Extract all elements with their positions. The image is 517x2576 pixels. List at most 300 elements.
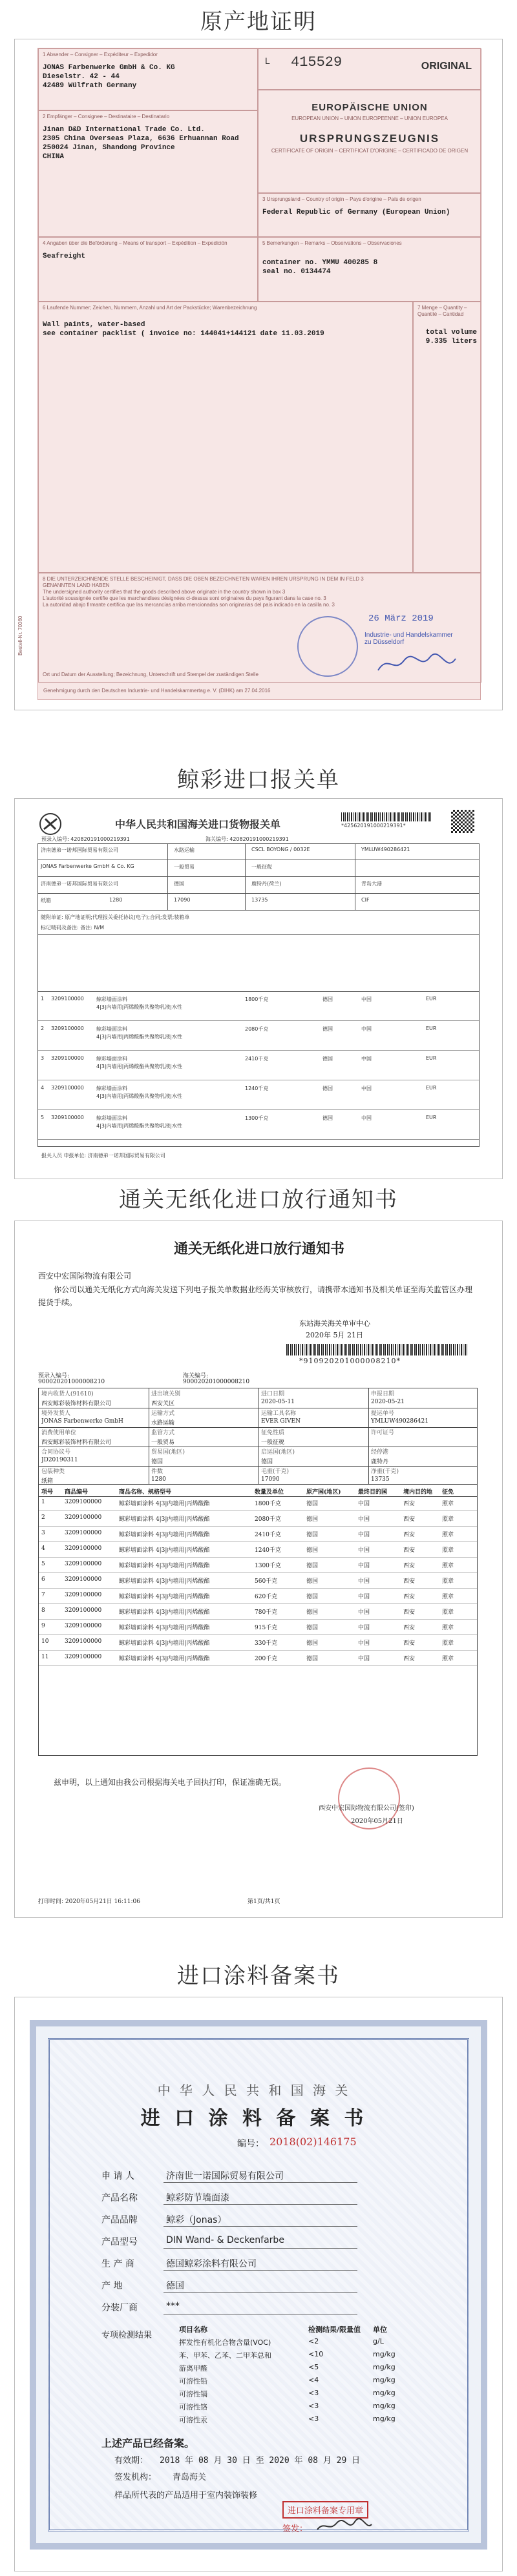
certificate-of-origin: [17, 48, 481, 700]
signature-icon: [375, 651, 459, 677]
filing-field-label: 产品型号: [101, 2237, 138, 2247]
notice-table-cell: 鲸彩墙面涂料 4|3|内墙用|丙烯酸酯: [119, 1640, 210, 1647]
filing-test-cell: 苯、甲苯、乙苯、二甲苯总和: [179, 2351, 271, 2360]
remarks-value: container no. YMMU 400285 8 seal no. 0134474: [262, 259, 378, 276]
coo-footer: Genehmigung durch den Deutschen Industrie- und Handelskammertag e. V. (DIHK) am 27.04.2016: [43, 688, 271, 694]
section-title-filing: 进口涂料备案书: [177, 1963, 340, 1989]
decl-item-qty: 2410千克: [245, 1056, 269, 1062]
declaration-items: [37, 992, 480, 1147]
filing-field-value: DIN Wand- & Deckenfarbe: [166, 2235, 284, 2245]
filing-field-underline: [164, 2182, 357, 2183]
notice-table-cell: 西安: [403, 1532, 416, 1538]
remarks-box: [258, 237, 481, 302]
filing-title-1: 中 华 人 民 共 和 国 海 关: [157, 2083, 351, 2098]
notice-table-cell: 3209100000: [65, 1607, 102, 1614]
filing-field-label: 产品名称: [101, 2193, 138, 2203]
filing-test-cell: g/L: [373, 2337, 384, 2345]
declaration-title: 中华人民共和国海关进口货物报关单: [115, 818, 281, 830]
eu-header-box: [258, 90, 481, 193]
notice-table-cell: 中国: [358, 1609, 370, 1616]
origin-country-box: [258, 193, 481, 237]
decl-item-origin: 德国: [322, 996, 333, 1002]
notice-cell-label: 境外发货人: [41, 1410, 71, 1417]
filing-field-value: 济南世一诺国际贸易有限公司: [166, 2171, 284, 2181]
notice-table-row-line: [39, 1510, 477, 1511]
quantity-box: [413, 302, 481, 573]
notice-table-cell: 德国: [306, 1594, 319, 1600]
notice-table-cell: 西安: [403, 1609, 416, 1616]
decl-item-name: 鲸彩墙面涂料: [96, 1026, 127, 1032]
decl-item-dest: 中国: [361, 1115, 372, 1121]
notice-table-cell: 915千克: [255, 1625, 278, 1631]
notice-cell-value: 1280: [151, 1476, 166, 1483]
decl-item-spec: 4|3|内墙用|丙烯酸酯共聚物乳液|水性: [96, 1093, 182, 1099]
notice-table-cell: 鲸彩墙面涂料 4|3|内墙用|丙烯酸酯: [119, 1501, 210, 1507]
notice-table-cell: 鲸彩墙面涂料 4|3|内墙用|丙烯酸酯: [119, 1578, 210, 1585]
notice-table-cell: 中国: [358, 1501, 370, 1507]
decl-marks: 标记唛码及备注: 备注: N/M: [41, 925, 105, 931]
notice-table-cell: 鲸彩墙面涂料 4|3|内墙用|丙烯酸酯: [119, 1532, 210, 1538]
notice-table-cell: 中国: [358, 1563, 370, 1569]
decl-supplier: JONAS Farbenwerke GmbH & Co. KG: [41, 863, 134, 869]
decl-vessel: CSCL BOYONG / 0032E: [251, 847, 310, 852]
filing-test-cell: <3: [308, 2402, 319, 2410]
filing-test-cell: 可溶性镉: [179, 2390, 207, 2398]
notice-table-header-line: [39, 1496, 477, 1497]
filing-field-value: 鲸彩（Jonas）: [166, 2215, 227, 2225]
decl-docs: 随附单证: 原产地证明;代理报关委托协议(电子);合同;发票;装箱单: [41, 914, 190, 920]
notice-barcode-text: *910920201000008210*: [299, 1357, 401, 1365]
notice-table-cell: 3209100000: [65, 1638, 102, 1645]
filing-test-cell: 可溶性铬: [179, 2403, 207, 2411]
notice-addressee: 西安中宏国际物流有限公司: [38, 1272, 132, 1281]
filing-no-value: 2018(02)146175: [269, 2136, 357, 2148]
notice-table-cell: 西安: [403, 1640, 416, 1647]
notice-cell-value: 西安鲸彩装饰材料有限公司: [41, 1401, 112, 1407]
decl-owner: 济南德弟一诺邦国际贸易有限公司: [41, 881, 118, 887]
filing-issuer: 青岛海关: [173, 2473, 207, 2482]
section-title-origin: 原产地证明: [200, 9, 317, 35]
decl-trade-mode: 一般贸易: [174, 864, 195, 870]
notice-cell-value: 德国: [151, 1459, 164, 1465]
transport-value: Seafreight: [43, 252, 86, 260]
decl-gross: 17090: [174, 897, 191, 903]
decl-item-spec: 4|3|内墙用|丙烯酸酯共聚物乳液|水性: [96, 1004, 182, 1010]
notice-table-cell: 3209100000: [65, 1514, 102, 1521]
notice-table-row-line: [39, 1634, 477, 1635]
decl-item-name: 鲸彩墙面涂料: [96, 1056, 127, 1062]
decl-item-price: EUR: [426, 1055, 437, 1061]
notice-cell-value: 纸箱: [41, 1478, 54, 1485]
notice-table-cell: 西安: [403, 1578, 416, 1585]
notice-goods-table: [38, 1485, 478, 1756]
notice-cell-label: 经停港: [371, 1449, 389, 1456]
notice-cell-label: 贸易国(地区): [151, 1449, 185, 1456]
decl-item-code: 3209100000: [51, 1025, 84, 1031]
notice-table-cell: 3209100000: [65, 1654, 102, 1660]
notice-table-cell: 1800千克: [255, 1501, 281, 1507]
filing-valid-label: 有效期：: [114, 2456, 149, 2466]
notice-cell-value: 13735: [371, 1476, 390, 1483]
filing-test-cell: 可溶性汞: [179, 2416, 207, 2424]
decl-destination: 青岛大港: [361, 881, 382, 887]
notice-table-cell: 5: [41, 1561, 45, 1567]
notice-table-cell: 中国: [358, 1516, 370, 1523]
origin-country-label: 3 Ursprungsland – Country of origin – Pays d'origine – País de origen: [262, 196, 421, 202]
decl-item-origin: 德国: [322, 1026, 333, 1032]
notice-table-cell: 照章: [442, 1532, 454, 1538]
filing-test-cell: mg/kg: [373, 2363, 396, 2371]
consignee-value: Jinan D&D International Trade Co. Ltd. 2305 China Overseas Plaza, 6636 Erhuannan Road 250024 Jinan, Shandong Province CHINA: [43, 126, 239, 161]
filing-test-cell: <10: [308, 2350, 324, 2358]
decl-item-price: EUR: [426, 1085, 437, 1091]
notice-cell-value: 2020-05-11: [261, 1399, 295, 1405]
filing-field-underline: [164, 2226, 357, 2227]
filing-title-2: 进 口 涂 料 备 案 书: [140, 2107, 368, 2130]
notice-cell-value: 鹿特丹: [371, 1459, 389, 1465]
notice-cell-label: 合同协议号: [41, 1449, 71, 1456]
notice-table-cell: 6: [41, 1576, 45, 1583]
decl-receiver: 济南德弟一诺邦国际贸易有限公司: [41, 847, 118, 853]
filing-valid: 2018 年 08 月 30 日 至 2020 年 08 月 29 日: [160, 2456, 361, 2466]
notice-cell-label: 消费使用单位: [41, 1430, 77, 1436]
quantity-label: 7 Menge – Quantity – Quantité – Cantidad: [417, 305, 467, 317]
filing-field-label: 产 地: [101, 2281, 123, 2291]
notice-table-cell: 560千克: [255, 1578, 278, 1585]
notice-cell-value: 一般征税: [261, 1439, 285, 1446]
decl-item-origin: 德国: [322, 1056, 333, 1062]
decl-item-divider: [38, 1139, 479, 1140]
notice-table-cell: 中国: [358, 1640, 370, 1647]
notice-table-cell: 2410千克: [255, 1532, 281, 1538]
decl-item-name: 鲸彩墙面涂料: [96, 996, 127, 1002]
notice-table-cell: 2: [41, 1514, 45, 1521]
notice-table-cell: 9: [41, 1623, 45, 1629]
notice-table-cell: 照章: [442, 1563, 454, 1569]
notice-table-cell: 德国: [306, 1578, 319, 1585]
decl-item-no: 5: [41, 1115, 45, 1120]
notice-table-cell: 德国: [306, 1532, 319, 1538]
notice-table-row-line: [39, 1665, 477, 1666]
notice-table-cell: 德国: [306, 1656, 319, 1662]
notice-table-cell: 620千克: [255, 1594, 278, 1600]
notice-table-cell: 7: [41, 1592, 45, 1598]
decl-item-price: EUR: [426, 1025, 437, 1031]
notice-table-cell: 鲸彩墙面涂料 4|3|内墙用|丙烯酸酯: [119, 1625, 210, 1631]
notice-customs-no: 900020201000008210: [183, 1379, 250, 1385]
serial-box: [258, 48, 481, 90]
notice-table-cell: 11: [41, 1654, 49, 1660]
notice-table-cell: 中国: [358, 1625, 370, 1631]
filing-test-header: 项目名称: [179, 2325, 207, 2334]
notice-cell-value: 水路运输: [151, 1420, 175, 1427]
goods-box: [38, 302, 413, 573]
filing-test-cell: <3: [308, 2415, 319, 2423]
declaration-header-grid: [37, 843, 480, 992]
declaration-customs-no: 海关编号: 420820191000219391: [206, 836, 289, 842]
notice-cell-label: 启运国(地区): [261, 1449, 295, 1456]
eu-subtitle: EUROPEAN UNION – UNION EUROPEENNE – UNION EUROPEA: [291, 116, 448, 121]
notice-cell-value: 一般贸易: [151, 1439, 175, 1446]
filing-signature-icon: [315, 2518, 373, 2535]
chamber-stamp: [297, 616, 358, 677]
notice-table-cell: 照章: [442, 1656, 454, 1662]
decl-item-spec: 4|3|内墙用|丙烯酸酯共聚物乳液|水性: [96, 1034, 182, 1040]
decl-item-qty: 1300千克: [245, 1115, 269, 1121]
filing-test-cell: mg/kg: [373, 2415, 396, 2423]
notice-cell-value: JONAS Farbenwerke GmbH: [41, 1418, 123, 1425]
notice-table-row-line: [39, 1588, 477, 1589]
notice-cell-value: 17090: [261, 1476, 280, 1483]
customs-declaration: [37, 818, 480, 1162]
notice-table-cell: 中国: [358, 1547, 370, 1554]
decl-item-dest: 中国: [361, 1026, 372, 1032]
filing-stamp: 进口涂料备案专用章: [282, 2501, 368, 2519]
notice-table-row-line: [39, 1557, 477, 1558]
filing-test-cell: 挥发性有机化合物含量(VOC): [179, 2338, 271, 2347]
filing-test-cell: mg/kg: [373, 2350, 396, 2358]
notice-table-cell: 3: [41, 1530, 45, 1536]
notice-table-cell: 西安: [403, 1594, 416, 1600]
notice-table-cell: 3209100000: [65, 1545, 102, 1552]
notice-table-cell: 2080千克: [255, 1516, 281, 1523]
notice-print-time: 打印时间: 2020年05月21日 16:11:06: [38, 1899, 140, 1905]
decl-pieces: 1280: [109, 897, 123, 903]
notice-cell-label: 提运单号: [371, 1410, 395, 1417]
notice-cell-label: 件数: [151, 1468, 164, 1475]
notice-header-grid: [38, 1388, 478, 1485]
decl-item-price: EUR: [426, 1115, 437, 1120]
consignor-box: [38, 48, 258, 110]
decl-bill-of-lading: YMLUW490286421: [361, 847, 410, 852]
filing-test-cell: 游离甲醛: [179, 2364, 207, 2373]
notice-table-cell: 3209100000: [65, 1576, 102, 1583]
notice-table-cell: 照章: [442, 1516, 454, 1523]
notice-table-header: 原产国(地区): [306, 1489, 341, 1496]
decl-item-spec: 4|3|内墙用|丙烯酸酯共聚物乳液|水性: [96, 1123, 182, 1129]
notice-cell-label: 进出境关别: [151, 1391, 181, 1397]
decl-item-origin: 德国: [322, 1115, 333, 1121]
filing-test-cell: <3: [308, 2389, 319, 2397]
certificate-subtitle: CERTIFICATE OF ORIGIN – CERTIFICAT D'ORIGINE – CERTIFICADO DE ORIGEN: [271, 148, 469, 154]
filing-test-header: 单位: [373, 2325, 387, 2334]
filing-field-value: ***: [166, 2301, 180, 2311]
filing-scope: 样品所代表的产品适用于室内装饰装修: [114, 2491, 258, 2500]
filing-sign-label: 签发：: [282, 2524, 308, 2534]
decl-item-divider: [38, 1050, 479, 1051]
filing-field-value: 德国鲸彩涂料有限公司: [166, 2259, 257, 2269]
decl-item-no: 1: [41, 996, 45, 1002]
filing-field-value: 鲸彩防节墙面漆: [166, 2193, 229, 2203]
notice-title: 通关无纸化进口放行通知书: [173, 1241, 344, 1257]
filing-test-cell: <5: [308, 2363, 319, 2371]
decl-item-code: 3209100000: [51, 1055, 84, 1061]
notice-table-cell: 4: [41, 1545, 45, 1552]
declaration-barcode: [341, 812, 432, 821]
decl-net: 13735: [251, 897, 268, 903]
notice-table-cell: 德国: [306, 1516, 319, 1523]
decl-declarant: 报关人员 申报单位: 济南德弟一诺邦国际贸易有限公司: [41, 1153, 165, 1159]
notice-table-cell: 西安: [403, 1625, 416, 1631]
remarks-label: 5 Bemerkungen – Remarks – Observations – Observaciones: [262, 240, 402, 246]
filing-test-cell: 可溶性铅: [179, 2377, 207, 2385]
filing-test-cell: mg/kg: [373, 2402, 396, 2410]
consignee-label: 2 Empfänger – Consignee – Destinataire – Destinatario: [43, 114, 170, 119]
notice-cell-label: 净重(千克): [371, 1468, 399, 1475]
notice-table-cell: 照章: [442, 1640, 454, 1647]
certificate-title: URSPRUNGSZEUGNIS: [299, 132, 440, 145]
filing-approved: 上述产品已经备案。: [101, 2437, 195, 2449]
consignor-label: 1 Absender – Consigner – Expéditeur – Expedidor: [43, 52, 158, 57]
notice-table-cell: 照章: [442, 1625, 454, 1631]
notice-table-cell: 鲸彩墙面涂料 4|3|内墙用|丙烯酸酯: [119, 1563, 210, 1569]
notice-table-cell: 西安: [403, 1656, 416, 1662]
notice-table-cell: 德国: [306, 1547, 319, 1554]
notice-table-row-line: [39, 1526, 477, 1527]
total-volume: total volume 9.335 liters: [425, 329, 477, 345]
consignee-box: [38, 110, 258, 237]
notice-barcode: [286, 1344, 467, 1355]
notice-cell-label: 申报日期: [371, 1391, 395, 1397]
notice-table-row-line: [39, 1603, 477, 1604]
notice-customs-no-label: 海关编号:: [183, 1373, 209, 1379]
filing-test-cell: <2: [308, 2337, 319, 2345]
decl-item-origin: 德国: [322, 1086, 333, 1091]
notice-sign-date: 2020年05月21日: [351, 1818, 403, 1825]
issuance-label: Ort und Datum der Ausstellung; Bezeichnung, Unterschrift und Stempel der zuständigen Stelle: [43, 672, 258, 677]
filing-test-header: 检测结果/限量值: [308, 2325, 361, 2334]
decl-item-price: EUR: [426, 996, 437, 1002]
notice-table-header: 征免: [442, 1489, 454, 1496]
notice-table-cell: 照章: [442, 1578, 454, 1585]
decl-item-no: 4: [41, 1085, 45, 1091]
decl-terms: CIF: [361, 897, 370, 903]
certification-text: 8 DIE UNTERZEICHNENDE STELLE BESCHEINIGT, DASS DIE OBEN BEZEICHNETEN WAREN IHREN URSPRUNG IN DEM IN FELD 3 GENANNTEN LAND HABEN The undersigned authority certifies that the goods described above originate in the country shown in box 3 L'autorité soussignée certifie que les marchandises désignées ci-dessus sont originaires du pays figurant dans la case no. 3 La autoridad abajo firmante certifica que las mercancías arriba mencionadas son originarias del país indicado en la casilla no. 3: [43, 576, 364, 608]
decl-item-name: 鲸彩墙面涂料: [96, 1086, 127, 1091]
notice-body: 你公司以通关无纸化方式向海关发送下列电子报关单数据业经海关审核放行，请携带本通知书及相关单证至海关监管区办理提货手续。: [38, 1285, 473, 1307]
declaration-barcode-text: *425620191000219391*: [341, 823, 406, 829]
notice-table-row-line: [39, 1541, 477, 1542]
notice-table-cell: 200千克: [255, 1656, 278, 1662]
notice-table-header: 商品名称、规格型号: [119, 1489, 172, 1496]
filing-no-label: 编号：: [237, 2139, 264, 2149]
filing-test-cell: mg/kg: [373, 2376, 396, 2384]
filing-field-label: 申 请 人: [101, 2171, 134, 2181]
notice-table-header: 境内目的地: [403, 1489, 433, 1496]
notice-table-cell: 330千克: [255, 1640, 278, 1647]
consignor-value: JONAS Farbenwerke GmbH & Co. KG Dieselstr. 42 - 44 42489 Wülfrath Germany: [43, 64, 175, 90]
origin-country-value: Federal Republic of Germany (European Union): [262, 209, 450, 216]
declaration-pre-no: 预录入编号: 420820191000219391: [41, 836, 130, 842]
filing-field-underline: [164, 2204, 357, 2205]
notice-table-cell: 德国: [306, 1625, 319, 1631]
filing-issuer-label: 签发机构：: [114, 2473, 157, 2482]
goods-label: 6 Laufende Nummer; Zeichen, Nummern, Anzahl und Art der Packstücke; Warenbezeichnung: [43, 305, 257, 311]
decl-item-name: 鲸彩墙面涂料: [96, 1115, 127, 1121]
notice-cell-label: 毛重(千克): [261, 1468, 290, 1475]
notice-cell-label: 征免性质: [261, 1430, 285, 1436]
decl-duty: 一般征税: [251, 864, 272, 870]
notice-cell-value: 德国: [261, 1459, 273, 1465]
notice-table-cell: 鲸彩墙面涂料 4|3|内墙用|丙烯酸酯: [119, 1656, 210, 1662]
stamp-date: 26 März 2019: [368, 613, 434, 624]
decl-item-no: 2: [41, 1025, 45, 1031]
notice-table-cell: 德国: [306, 1609, 319, 1616]
notice-cell-value: 西安鲸彩装饰材料有限公司: [41, 1439, 112, 1446]
filing-field-underline: [164, 2248, 357, 2249]
notice-cell-label: 许可证号: [371, 1430, 395, 1436]
notice-table-cell: 1300千克: [255, 1563, 281, 1569]
notice-cell-label: 监管方式: [151, 1430, 175, 1436]
filing-field-underline: [164, 2292, 357, 2293]
decl-country-from: 德国: [174, 881, 184, 887]
decl-port: 鹿特丹(荷兰): [251, 881, 282, 887]
decl-item-code: 3209100000: [51, 1115, 84, 1120]
customs-emblem-icon: [37, 811, 63, 837]
decl-item-dest: 中国: [361, 1086, 372, 1091]
notice-table-header: 项号: [41, 1489, 54, 1496]
section-title-declaration: 鲸彩进口报关单: [177, 767, 340, 793]
notice-table-cell: 3209100000: [65, 1499, 102, 1505]
notice-date: 2020年 5月 21日: [306, 1331, 363, 1339]
notice-table-cell: 照章: [442, 1609, 454, 1616]
certification-box: [38, 573, 481, 683]
notice-cell-label: 进口日期: [261, 1391, 285, 1397]
transport-label: 4 Angaben über die Beförderung – Means of transport – Expédition – Expedición: [43, 240, 227, 246]
notice-cell-value: 西安关区: [151, 1401, 175, 1407]
notice-table-cell: 中国: [358, 1656, 370, 1662]
decl-transport-mode: 水路运输: [174, 847, 195, 853]
notice-cell-label: 境内收货人(91610): [41, 1391, 94, 1397]
notice-table-cell: 德国: [306, 1563, 319, 1569]
notice-grid-col: [368, 1388, 369, 1484]
notice-table-cell: 中国: [358, 1594, 370, 1600]
notice-table-cell: 照章: [442, 1547, 454, 1554]
notice-table-cell: 西安: [403, 1563, 416, 1569]
notice-cell-value: JD20190311: [41, 1457, 78, 1463]
filing-certificate: [30, 2020, 487, 2550]
filing-field-label: 生 产 商: [101, 2259, 134, 2269]
filing-field-value: 德国: [166, 2281, 184, 2291]
notice-table-cell: 10: [41, 1638, 49, 1645]
notice-grid-col: [258, 1388, 259, 1484]
serial-number: 415529: [291, 54, 343, 70]
notice-table-cell: 照章: [442, 1594, 454, 1600]
notice-table-row-line: [39, 1650, 477, 1651]
decl-item-dest: 中国: [361, 1056, 372, 1062]
goods-value: Wall paints, water-based see container packlist ( invoice no: 144041+144121 date 11.03.2019: [43, 321, 324, 338]
notice-table-cell: 西安: [403, 1516, 416, 1523]
notice-cell-label: 包装种类: [41, 1468, 65, 1475]
notice-table-cell: 中国: [358, 1532, 370, 1538]
decl-item-code: 3209100000: [51, 996, 84, 1002]
notice-table-cell: 8: [41, 1607, 45, 1614]
notice-cell-label: 运输方式: [151, 1410, 175, 1417]
eu-title: EUROPÄISCHE UNION: [311, 102, 428, 113]
decl-item-no: 3: [41, 1055, 45, 1061]
side-order-code: Bestell-Nr. 70060: [17, 615, 23, 655]
notice-table-row-line: [39, 1572, 477, 1573]
filing-test-label: 专项检测结果: [101, 2331, 153, 2340]
qr-code-icon: [451, 810, 474, 833]
filing-test-cell: <4: [308, 2376, 319, 2384]
notice-table-cell: 780千克: [255, 1609, 278, 1616]
notice-table-cell: 德国: [306, 1501, 319, 1507]
notice-table-cell: 3209100000: [65, 1592, 102, 1598]
notice-cell-value: YMLUW490286421: [371, 1418, 429, 1425]
section-title-notice: 通关无纸化进口放行通知书: [119, 1187, 398, 1213]
filing-test-cell: mg/kg: [373, 2389, 396, 2397]
